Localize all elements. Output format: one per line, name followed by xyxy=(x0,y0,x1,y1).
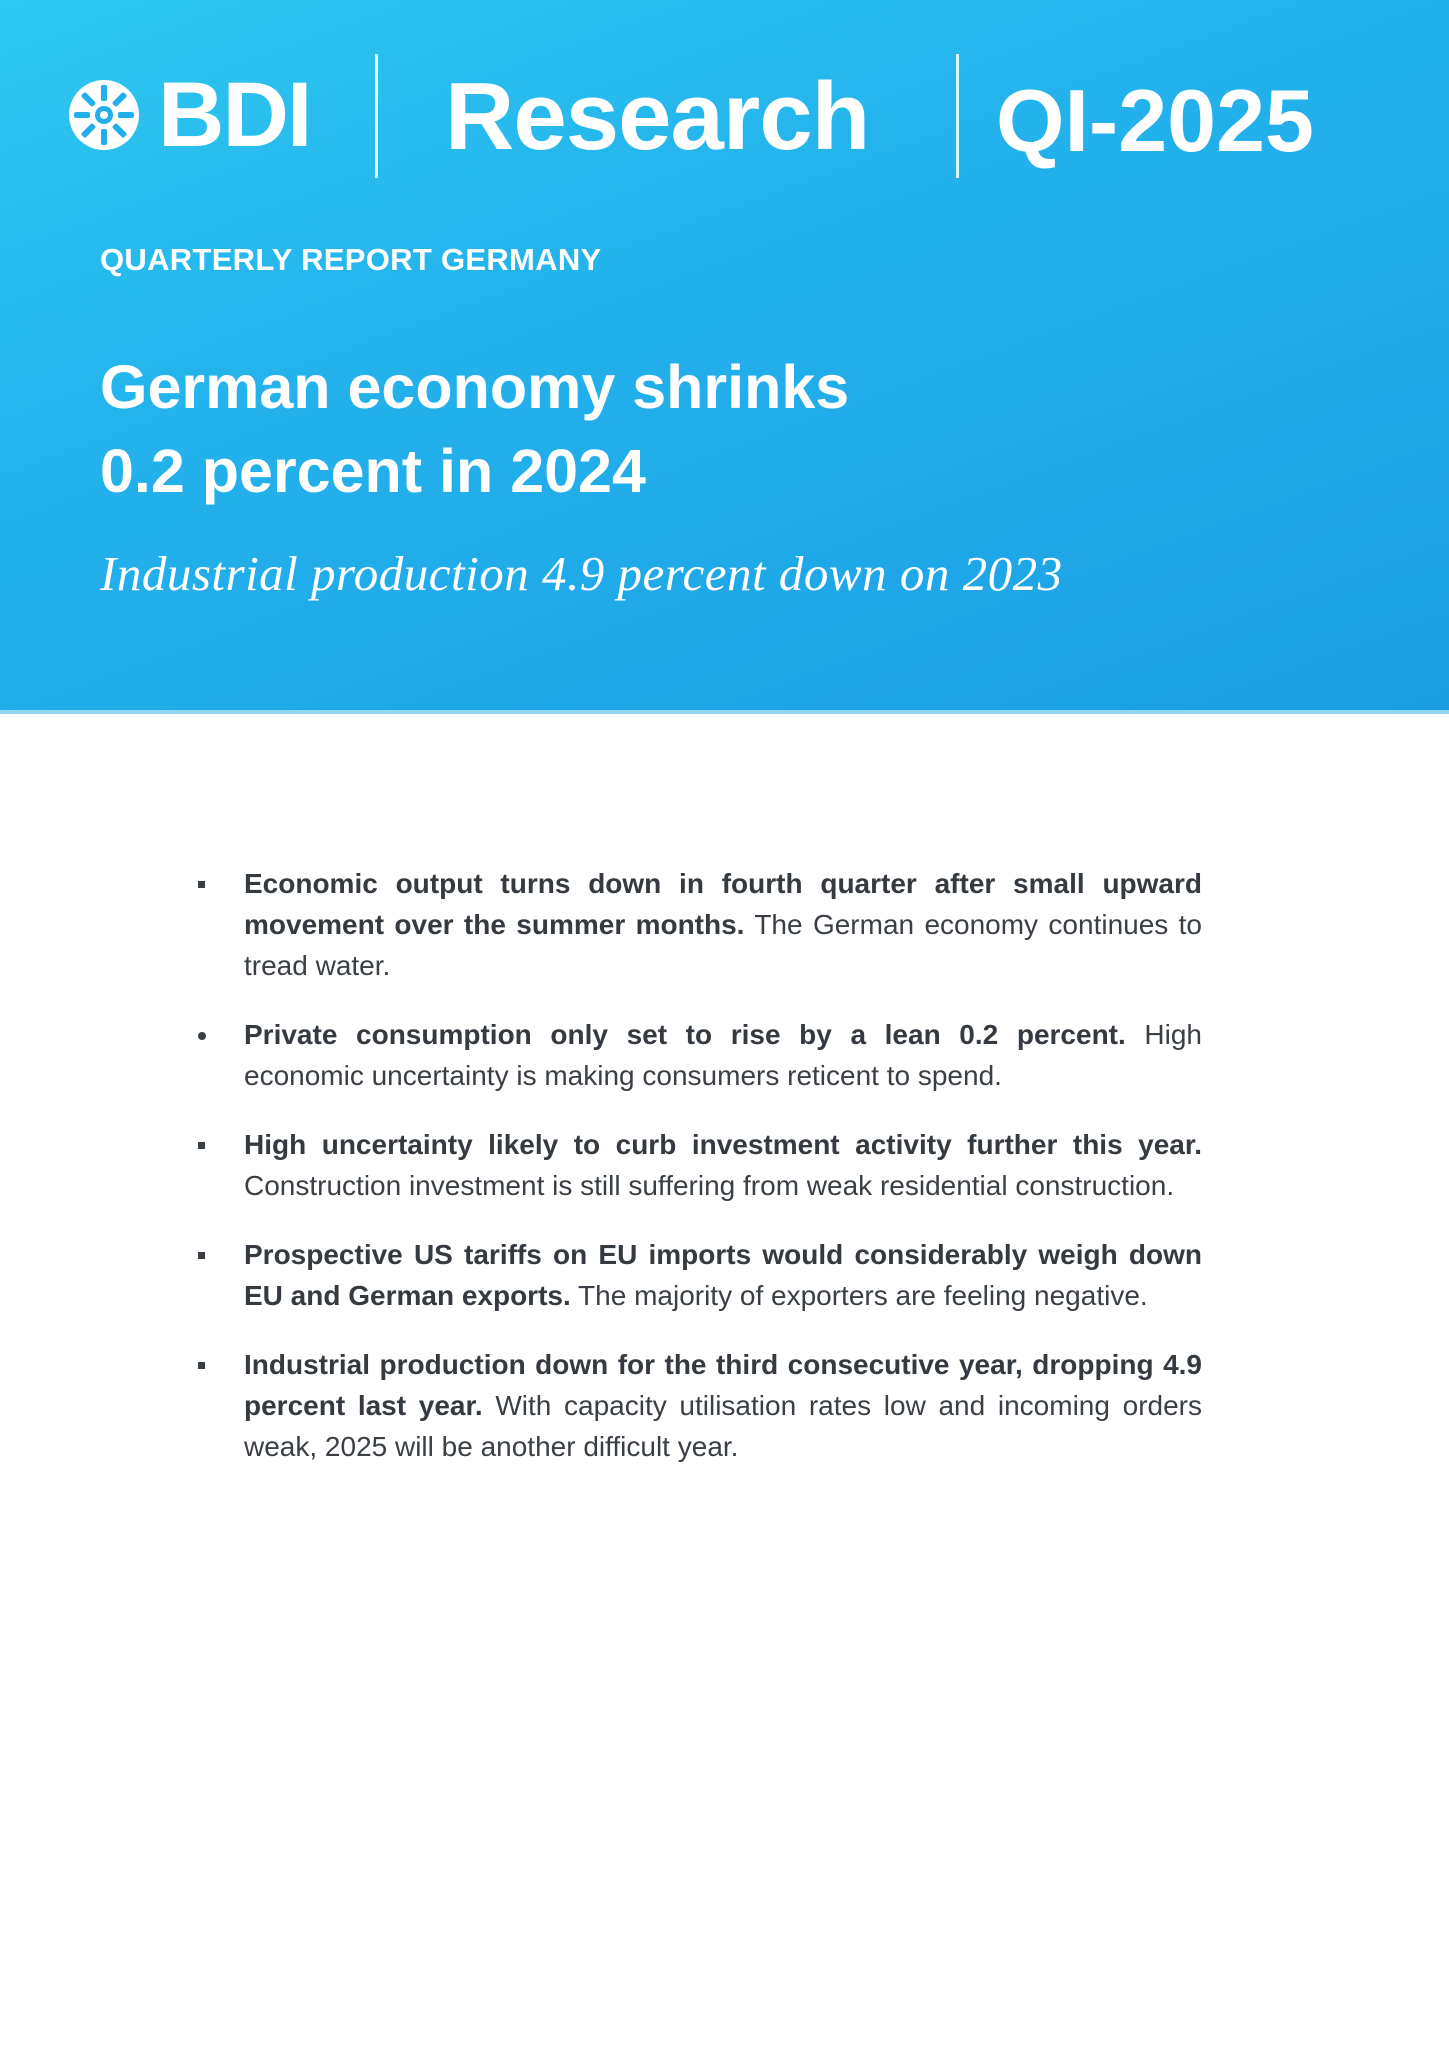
key-findings-list xyxy=(198,863,1202,1495)
title-line: German economy shrinks xyxy=(100,353,850,421)
bdi-emblem-icon xyxy=(66,77,142,153)
bullet-lead: Prospective US tariffs on EU imports would considerably weigh down EU and German exports. xyxy=(244,1239,1202,1311)
section-title: Research xyxy=(445,63,870,170)
round-bullet-icon xyxy=(198,1032,206,1040)
report-kicker: QUARTERLY REPORT GERMANY xyxy=(100,242,602,277)
bullet-text: Construction investment is still suffering from weak residential construction. xyxy=(244,1170,1175,1201)
square-bullet-icon xyxy=(198,1362,205,1369)
list-item xyxy=(198,1234,1202,1316)
bullet-text: The majority of exporters are feeling negative. xyxy=(578,1280,1148,1311)
bullet-text: High economic uncertainty is making consumers reticent to spend. xyxy=(244,1019,1202,1091)
list-item xyxy=(198,1014,1202,1096)
bullet-text: The German economy continues to tread water. xyxy=(244,909,1202,981)
banner-edge xyxy=(0,710,1449,714)
bullet-lead: Private consumption only set to rise by a lean 0.2 percent. xyxy=(244,1019,1126,1050)
bullet-lead: Economic output turns down in fourth quarter after small upward movement over the summer months. xyxy=(244,868,1202,940)
brand-name: BDI xyxy=(158,64,311,166)
list-item xyxy=(198,1344,1202,1467)
header-divider xyxy=(956,54,959,178)
page-title xyxy=(100,345,1200,513)
title-line: 0.2 percent in 2024 xyxy=(100,437,646,505)
list-item xyxy=(198,863,1202,986)
bullet-lead: High uncertainty likely to curb investment activity further this year. xyxy=(244,1129,1202,1160)
list-item xyxy=(198,1124,1202,1206)
issue-label: QI-2025 xyxy=(996,71,1314,170)
cover-banner xyxy=(0,0,1449,714)
bdi-logo xyxy=(66,64,311,166)
square-bullet-icon xyxy=(198,1252,205,1259)
header-divider xyxy=(375,54,378,178)
subtitle: Industrial production 4.9 percent down on 2023 xyxy=(100,546,1063,601)
square-bullet-icon xyxy=(198,881,205,888)
bullet-lead: Industrial production down for the third consecutive year, dropping 4.9 percent last year. xyxy=(244,1349,1202,1421)
bullet-text: With capacity utilisation rates low and incoming orders weak, 2025 will be another difficult year. xyxy=(244,1390,1202,1462)
square-bullet-icon xyxy=(198,1142,205,1149)
